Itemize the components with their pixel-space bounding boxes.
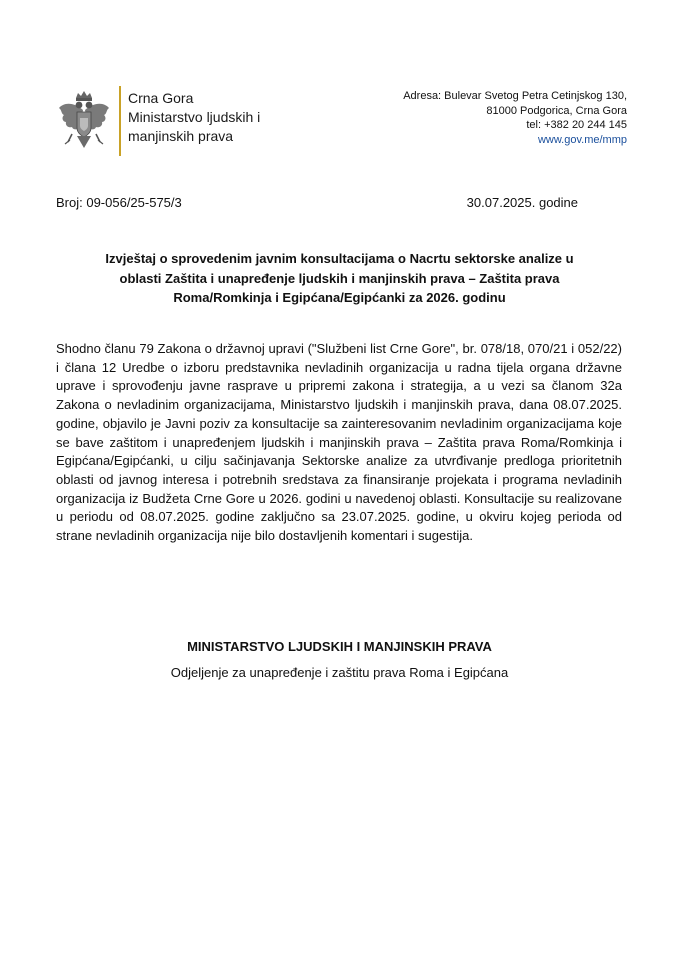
coat-of-arms-icon: [56, 90, 112, 154]
document-date: 30.07.2025. godine: [466, 195, 578, 210]
phone-number: tel: +382 20 244 145: [526, 119, 627, 131]
organization-block: [128, 89, 260, 146]
title-line2: oblasti Zaštita i unapređenje ljudskih i manjinskih prava – Zaštita prava: [119, 270, 560, 286]
reference-number: Broj: 09-056/25-575/3: [56, 195, 182, 210]
body-paragraph: Shodno članu 79 Zakona o državnoj upravi ("Službeni list Crne Gore", br. 078/18, 070/21 i 052/22) i člana 12 Uredbe o izboru predstavnika nevladinih organizacija u radna tijela organa državne uprave i sprovođenju javne rasprave u pripremi zakona i strategija, a u vezi sa članom 32a Zakona o nevladinim organizacijama, Ministarstvo ljudskih i manjinskih prava, dana 08.07.2025. godine, objavilo je Javni poziv za konsultacije sa zainteresovanim nevladinim organizacijama koje se bave zaštitom i unapređenjem ljudskih i manjinskih prava – Zaštita prava Roma/Romkinja i Egipćana/Egipćanki, u cilju sačinjavanja Sektorske analize za utvrđivanje predloga prioritetnih oblasti od javnog interesa i potrebnih sredstava za finansiranje projekata i programa nevladinih organizacija iz Budžeta Crne Gore u 2026. godini u navedenoj oblasti. Konsultacije su realizovane u periodu od 08.07.2025. godine zaključno sa 23.07.2025. godine, u okviru kojeg perioda od strane nevladinih organizacija nije bilo dostavljenih komentari i sugestija.: [56, 341, 622, 544]
address-line1: Adresa: Bulevar Svetog Petra Cetinjskog 130,: [403, 90, 627, 102]
title-line1: Izvještaj o sprovedenim javnim konsultacijama o Nacrtu sektorske analize u: [105, 251, 574, 266]
website-link[interactable]: www.gov.me/mmp: [537, 133, 627, 146]
title-line3: Roma/Romkinja i Egipćana/Egipćanki za 2026. godinu: [173, 290, 506, 305]
header-divider: [119, 86, 121, 156]
country-name: Crna Gora: [128, 90, 194, 106]
document-body: [56, 340, 622, 546]
address-line2: 81000 Podgorica, Crna Gora: [486, 104, 627, 117]
ministry-name-line1: Ministarstvo ljudskih i: [128, 109, 261, 125]
document-title: [50, 249, 629, 308]
signature-ministry: MINISTARSTVO LJUDSKIH I MANJINSKIH PRAVA: [187, 639, 492, 654]
signature-department: Odjeljenje za unapređenje i zaštitu prava Roma i Egipćana: [170, 665, 509, 680]
contact-block: [403, 89, 627, 147]
ministry-name-line2: manjinskih prava: [128, 128, 234, 144]
